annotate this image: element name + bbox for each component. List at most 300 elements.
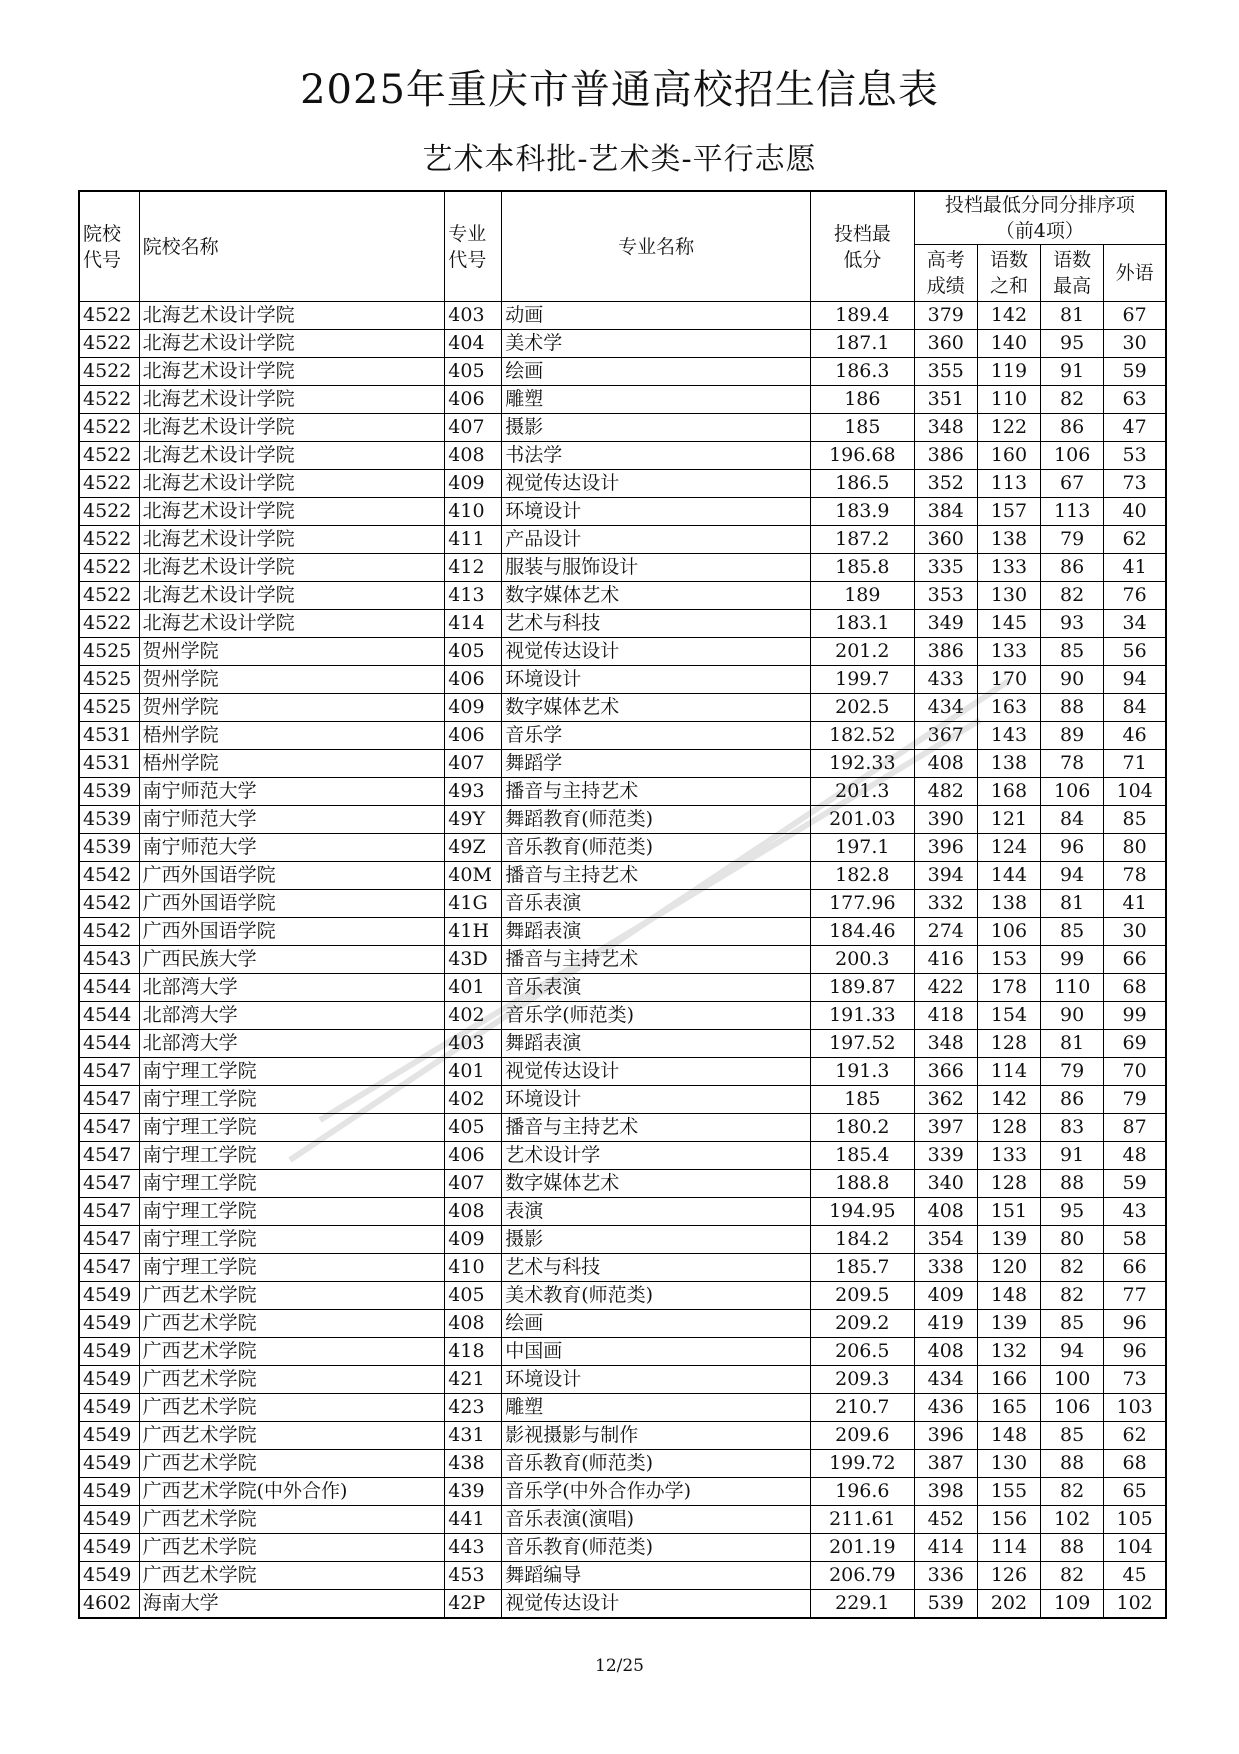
- cell-major-code: 423: [445, 1394, 502, 1422]
- cell-chinese-math-sum: 170: [977, 666, 1040, 694]
- cell-school-code: 4549: [79, 1506, 139, 1534]
- table-row: [79, 1282, 1166, 1310]
- cell-min-score: 186.5: [811, 470, 915, 498]
- cell-school-code: 4531: [79, 750, 139, 778]
- cell-gaokao-score: 396: [914, 1422, 977, 1450]
- cell-major-name: 音乐学(师范类): [502, 1002, 811, 1030]
- cell-major-name: 中国画: [502, 1338, 811, 1366]
- cell-gaokao-score: 414: [914, 1534, 977, 1562]
- cell-school-name: 北海艺术设计学院: [139, 330, 445, 358]
- cell-major-code: 407: [445, 1170, 502, 1198]
- cell-school-code: 4522: [79, 470, 139, 498]
- cell-major-name: 播音与主持艺术: [502, 1114, 811, 1142]
- cell-chinese-math-max: 79: [1041, 526, 1104, 554]
- table-row: [79, 1142, 1166, 1170]
- cell-gaokao-score: 353: [914, 582, 977, 610]
- cell-chinese-math-max: 82: [1041, 582, 1104, 610]
- cell-school-code: 4544: [79, 974, 139, 1002]
- cell-gaokao-score: 336: [914, 1562, 977, 1590]
- table-row: [79, 442, 1166, 470]
- cell-chinese-math-max: 89: [1041, 722, 1104, 750]
- cell-min-score: 209.5: [811, 1282, 915, 1310]
- cell-chinese-math-sum: 156: [977, 1506, 1040, 1534]
- cell-major-name: 数字媒体艺术: [502, 694, 811, 722]
- cell-major-code: 408: [445, 442, 502, 470]
- cell-major-code: 405: [445, 638, 502, 666]
- cell-min-score: 209.3: [811, 1366, 915, 1394]
- cell-chinese-math-sum: 142: [977, 1086, 1040, 1114]
- cell-min-score: 187.2: [811, 526, 915, 554]
- cell-chinese-math-max: 94: [1041, 862, 1104, 890]
- cell-school-name: 北部湾大学: [139, 1030, 445, 1058]
- cell-foreign-lang: 104: [1104, 778, 1166, 806]
- cell-gaokao-score: 398: [914, 1478, 977, 1506]
- cell-school-code: 4539: [79, 834, 139, 862]
- cell-foreign-lang: 53: [1104, 442, 1166, 470]
- cell-min-score: 185: [811, 1086, 915, 1114]
- cell-major-code: 438: [445, 1450, 502, 1478]
- cell-foreign-lang: 43: [1104, 1198, 1166, 1226]
- cell-major-code: 404: [445, 330, 502, 358]
- cell-foreign-lang: 41: [1104, 554, 1166, 582]
- cell-chinese-math-sum: 178: [977, 974, 1040, 1002]
- table-row: [79, 1086, 1166, 1114]
- cell-gaokao-score: 379: [914, 302, 977, 330]
- table-row: [79, 694, 1166, 722]
- cell-min-score: 194.95: [811, 1198, 915, 1226]
- cell-foreign-lang: 87: [1104, 1114, 1166, 1142]
- cell-school-name: 广西民族大学: [139, 946, 445, 974]
- cell-gaokao-score: 348: [914, 1030, 977, 1058]
- cell-major-code: 41G: [445, 890, 502, 918]
- cell-school-code: 4522: [79, 498, 139, 526]
- cell-school-code: 4549: [79, 1562, 139, 1590]
- cell-chinese-math-sum: 114: [977, 1058, 1040, 1086]
- cell-gaokao-score: 418: [914, 1002, 977, 1030]
- cell-min-score: 185: [811, 414, 915, 442]
- page-title: 2025年重庆市普通高校招生信息表: [300, 67, 939, 113]
- cell-min-score: 192.33: [811, 750, 915, 778]
- cell-major-name: 视觉传达设计: [502, 1058, 811, 1086]
- cell-major-code: 493: [445, 778, 502, 806]
- cell-major-name: 播音与主持艺术: [502, 778, 811, 806]
- cell-gaokao-score: 274: [914, 918, 977, 946]
- cell-foreign-lang: 66: [1104, 1254, 1166, 1282]
- cell-school-name: 北海艺术设计学院: [139, 582, 445, 610]
- cell-chinese-math-sum: 166: [977, 1366, 1040, 1394]
- cell-school-name: 南宁师范大学: [139, 778, 445, 806]
- cell-chinese-math-sum: 139: [977, 1226, 1040, 1254]
- table-row: [79, 1114, 1166, 1142]
- cell-chinese-math-max: 93: [1041, 610, 1104, 638]
- cell-chinese-math-sum: 120: [977, 1254, 1040, 1282]
- cell-major-name: 音乐学(中外合作办学): [502, 1478, 811, 1506]
- cell-major-code: 42P: [445, 1590, 502, 1619]
- cell-major-code: 409: [445, 1226, 502, 1254]
- cell-foreign-lang: 67: [1104, 302, 1166, 330]
- cell-chinese-math-max: 102: [1041, 1506, 1104, 1534]
- cell-gaokao-score: 339: [914, 1142, 977, 1170]
- header-chinese-math: 语数之和: [977, 245, 1040, 302]
- cell-chinese-math-max: 100: [1041, 1366, 1104, 1394]
- cell-major-name: 环境设计: [502, 1086, 811, 1114]
- cell-school-name: 北海艺术设计学院: [139, 554, 445, 582]
- cell-chinese-math-sum: 154: [977, 1002, 1040, 1030]
- cell-chinese-math-sum: 138: [977, 890, 1040, 918]
- cell-school-code: 4544: [79, 1030, 139, 1058]
- cell-min-score: 199.7: [811, 666, 915, 694]
- cell-major-name: 舞蹈表演: [502, 918, 811, 946]
- cell-gaokao-score: 348: [914, 414, 977, 442]
- cell-chinese-math-sum: 139: [977, 1310, 1040, 1338]
- cell-min-score: 196.6: [811, 1478, 915, 1506]
- cell-min-score: 184.46: [811, 918, 915, 946]
- table-body: [79, 302, 1166, 1619]
- cell-school-name: 广西外国语学院: [139, 862, 445, 890]
- cell-gaokao-score: 433: [914, 666, 977, 694]
- cell-school-code: 4542: [79, 862, 139, 890]
- table-row: [79, 386, 1166, 414]
- cell-school-code: 4549: [79, 1422, 139, 1450]
- cell-gaokao-score: 360: [914, 330, 977, 358]
- cell-school-name: 梧州学院: [139, 750, 445, 778]
- cell-chinese-math-max: 109: [1041, 1590, 1104, 1619]
- cell-major-code: 453: [445, 1562, 502, 1590]
- cell-chinese-math-max: 94: [1041, 1338, 1104, 1366]
- cell-school-name: 海南大学: [139, 1590, 445, 1619]
- cell-chinese-math-max: 106: [1041, 778, 1104, 806]
- cell-major-name: 音乐教育(师范类): [502, 834, 811, 862]
- cell-foreign-lang: 46: [1104, 722, 1166, 750]
- table-row: [79, 330, 1166, 358]
- cell-chinese-math-sum: 153: [977, 946, 1040, 974]
- cell-school-code: 4549: [79, 1310, 139, 1338]
- cell-min-score: 189.4: [811, 302, 915, 330]
- cell-chinese-math-sum: 113: [977, 470, 1040, 498]
- table-row: [79, 750, 1166, 778]
- cell-school-name: 广西艺术学院: [139, 1282, 445, 1310]
- cell-gaokao-score: 340: [914, 1170, 977, 1198]
- cell-gaokao-score: 436: [914, 1394, 977, 1422]
- cell-chinese-math-sum: 124: [977, 834, 1040, 862]
- cell-major-code: 413: [445, 582, 502, 610]
- cell-gaokao-score: 419: [914, 1310, 977, 1338]
- cell-foreign-lang: 76: [1104, 582, 1166, 610]
- cell-school-code: 4547: [79, 1226, 139, 1254]
- cell-chinese-math-max: 86: [1041, 1086, 1104, 1114]
- cell-chinese-math-max: 95: [1041, 1198, 1104, 1226]
- header-rank-group: 投档最低分同分排序项（前4项）: [914, 191, 1166, 245]
- cell-gaokao-score: 351: [914, 386, 977, 414]
- cell-major-name: 影视摄影与制作: [502, 1422, 811, 1450]
- cell-chinese-math-max: 84: [1041, 806, 1104, 834]
- cell-major-code: 408: [445, 1310, 502, 1338]
- cell-min-score: 182.52: [811, 722, 915, 750]
- cell-chinese-math-max: 85: [1041, 1310, 1104, 1338]
- cell-gaokao-score: 434: [914, 694, 977, 722]
- cell-min-score: 188.8: [811, 1170, 915, 1198]
- cell-min-score: 201.2: [811, 638, 915, 666]
- cell-foreign-lang: 80: [1104, 834, 1166, 862]
- cell-school-code: 4549: [79, 1450, 139, 1478]
- cell-min-score: 209.6: [811, 1422, 915, 1450]
- cell-school-code: 4522: [79, 358, 139, 386]
- cell-gaokao-score: 397: [914, 1114, 977, 1142]
- cell-major-code: 407: [445, 750, 502, 778]
- table-row: [79, 806, 1166, 834]
- cell-foreign-lang: 70: [1104, 1058, 1166, 1086]
- cell-major-code: 403: [445, 302, 502, 330]
- cell-school-name: 广西艺术学院: [139, 1506, 445, 1534]
- cell-major-name: 数字媒体艺术: [502, 1170, 811, 1198]
- cell-chinese-math-sum: 165: [977, 1394, 1040, 1422]
- table-row: [79, 498, 1166, 526]
- cell-gaokao-score: 408: [914, 1198, 977, 1226]
- cell-min-score: 177.96: [811, 890, 915, 918]
- cell-chinese-math-sum: 133: [977, 638, 1040, 666]
- cell-gaokao-score: 354: [914, 1226, 977, 1254]
- cell-chinese-math-sum: 130: [977, 582, 1040, 610]
- header-gaokao: 高考成绩: [914, 245, 977, 302]
- cell-chinese-math-sum: 128: [977, 1030, 1040, 1058]
- cell-major-code: 406: [445, 1142, 502, 1170]
- cell-school-code: 4547: [79, 1142, 139, 1170]
- table-row: [79, 1506, 1166, 1534]
- cell-chinese-math-sum: 160: [977, 442, 1040, 470]
- cell-school-name: 北海艺术设计学院: [139, 526, 445, 554]
- cell-chinese-math-sum: 163: [977, 694, 1040, 722]
- cell-chinese-math-sum: 168: [977, 778, 1040, 806]
- cell-foreign-lang: 34: [1104, 610, 1166, 638]
- cell-school-code: 4549: [79, 1366, 139, 1394]
- cell-school-code: 4522: [79, 414, 139, 442]
- cell-chinese-math-max: 96: [1041, 834, 1104, 862]
- cell-foreign-lang: 94: [1104, 666, 1166, 694]
- cell-major-name: 音乐表演: [502, 890, 811, 918]
- cell-major-code: 402: [445, 1002, 502, 1030]
- cell-chinese-math-max: 113: [1041, 498, 1104, 526]
- cell-school-name: 广西外国语学院: [139, 918, 445, 946]
- cell-foreign-lang: 68: [1104, 1450, 1166, 1478]
- cell-major-name: 艺术与科技: [502, 1254, 811, 1282]
- cell-school-name: 南宁师范大学: [139, 834, 445, 862]
- cell-school-name: 南宁理工学院: [139, 1142, 445, 1170]
- header-min-score: 投档最低分: [811, 191, 915, 302]
- header-major-code: 专业代号: [445, 191, 502, 302]
- cell-gaokao-score: 452: [914, 1506, 977, 1534]
- cell-gaokao-score: 539: [914, 1590, 977, 1619]
- cell-school-name: 南宁理工学院: [139, 1226, 445, 1254]
- cell-chinese-math-sum: 138: [977, 750, 1040, 778]
- cell-foreign-lang: 58: [1104, 1226, 1166, 1254]
- cell-min-score: 206.5: [811, 1338, 915, 1366]
- cell-school-code: 4531: [79, 722, 139, 750]
- header-school-code: 院校代号: [79, 191, 139, 302]
- cell-school-name: 广西外国语学院: [139, 890, 445, 918]
- cell-chinese-math-max: 88: [1041, 694, 1104, 722]
- cell-major-code: 410: [445, 1254, 502, 1282]
- cell-chinese-math-max: 85: [1041, 918, 1104, 946]
- cell-foreign-lang: 45: [1104, 1562, 1166, 1590]
- cell-major-code: 414: [445, 610, 502, 638]
- cell-school-name: 广西艺术学院: [139, 1562, 445, 1590]
- cell-major-code: 41H: [445, 918, 502, 946]
- cell-major-code: 409: [445, 470, 502, 498]
- cell-chinese-math-max: 90: [1041, 1002, 1104, 1030]
- cell-min-score: 182.8: [811, 862, 915, 890]
- cell-school-code: 4547: [79, 1170, 139, 1198]
- table-row: [79, 1562, 1166, 1590]
- cell-foreign-lang: 62: [1104, 1422, 1166, 1450]
- cell-major-code: 421: [445, 1366, 502, 1394]
- cell-major-code: 441: [445, 1506, 502, 1534]
- cell-major-code: 49Z: [445, 834, 502, 862]
- cell-min-score: 209.2: [811, 1310, 915, 1338]
- cell-foreign-lang: 65: [1104, 1478, 1166, 1506]
- cell-chinese-math-sum: 148: [977, 1422, 1040, 1450]
- cell-gaokao-score: 367: [914, 722, 977, 750]
- cell-foreign-lang: 48: [1104, 1142, 1166, 1170]
- table-row: [79, 1422, 1166, 1450]
- cell-chinese-math-max: 90: [1041, 666, 1104, 694]
- cell-school-code: 4542: [79, 918, 139, 946]
- cell-foreign-lang: 96: [1104, 1338, 1166, 1366]
- table-row: [79, 1170, 1166, 1198]
- cell-gaokao-score: 482: [914, 778, 977, 806]
- cell-chinese-math-sum: 138: [977, 526, 1040, 554]
- cell-chinese-math-max: 106: [1041, 1394, 1104, 1422]
- cell-gaokao-score: 384: [914, 498, 977, 526]
- cell-chinese-math-sum: 155: [977, 1478, 1040, 1506]
- cell-major-code: 403: [445, 1030, 502, 1058]
- cell-major-code: 49Y: [445, 806, 502, 834]
- cell-school-code: 4549: [79, 1478, 139, 1506]
- cell-chinese-math-sum: 128: [977, 1170, 1040, 1198]
- table-row: [79, 1002, 1166, 1030]
- cell-gaokao-score: 408: [914, 1338, 977, 1366]
- cell-chinese-math-sum: 114: [977, 1534, 1040, 1562]
- cell-chinese-math-sum: 157: [977, 498, 1040, 526]
- cell-gaokao-score: 396: [914, 834, 977, 862]
- cell-major-name: 舞蹈教育(师范类): [502, 806, 811, 834]
- cell-chinese-math-max: 91: [1041, 1142, 1104, 1170]
- cell-foreign-lang: 79: [1104, 1086, 1166, 1114]
- cell-gaokao-score: 349: [914, 610, 977, 638]
- cell-school-name: 南宁理工学院: [139, 1058, 445, 1086]
- cell-major-code: 418: [445, 1338, 502, 1366]
- cell-chinese-math-sum: 133: [977, 1142, 1040, 1170]
- cell-chinese-math-max: 82: [1041, 1562, 1104, 1590]
- cell-min-score: 184.2: [811, 1226, 915, 1254]
- cell-min-score: 185.8: [811, 554, 915, 582]
- cell-major-code: 401: [445, 1058, 502, 1086]
- cell-major-code: 410: [445, 498, 502, 526]
- cell-min-score: 199.72: [811, 1450, 915, 1478]
- cell-gaokao-score: 408: [914, 750, 977, 778]
- cell-school-name: 贺州学院: [139, 638, 445, 666]
- cell-min-score: 229.1: [811, 1590, 915, 1619]
- page-subtitle: 艺术本科批-艺术类-平行志愿: [422, 142, 817, 177]
- cell-chinese-math-sum: 133: [977, 554, 1040, 582]
- cell-chinese-math-max: 106: [1041, 442, 1104, 470]
- table-row: [79, 470, 1166, 498]
- cell-foreign-lang: 69: [1104, 1030, 1166, 1058]
- cell-major-code: 406: [445, 722, 502, 750]
- table-row: [79, 526, 1166, 554]
- table-row: [79, 1590, 1166, 1619]
- cell-school-name: 北海艺术设计学院: [139, 442, 445, 470]
- cell-chinese-math-max: 82: [1041, 1254, 1104, 1282]
- cell-major-name: 舞蹈编导: [502, 1562, 811, 1590]
- cell-foreign-lang: 47: [1104, 414, 1166, 442]
- table-row: [79, 946, 1166, 974]
- cell-major-name: 播音与主持艺术: [502, 862, 811, 890]
- cell-foreign-lang: 40: [1104, 498, 1166, 526]
- cell-school-code: 4602: [79, 1590, 139, 1619]
- cell-major-name: 环境设计: [502, 1366, 811, 1394]
- cell-foreign-lang: 59: [1104, 358, 1166, 386]
- cell-major-name: 雕塑: [502, 1394, 811, 1422]
- cell-major-code: 431: [445, 1422, 502, 1450]
- cell-school-name: 南宁理工学院: [139, 1198, 445, 1226]
- cell-major-name: 环境设计: [502, 498, 811, 526]
- cell-major-code: 405: [445, 1282, 502, 1310]
- table-row: [79, 1058, 1166, 1086]
- cell-major-name: 绘画: [502, 358, 811, 386]
- cell-chinese-math-sum: 132: [977, 1338, 1040, 1366]
- cell-major-code: 406: [445, 386, 502, 414]
- cell-school-code: 4522: [79, 386, 139, 414]
- cell-chinese-math-max: 82: [1041, 1478, 1104, 1506]
- cell-min-score: 200.3: [811, 946, 915, 974]
- cell-gaokao-score: 434: [914, 1366, 977, 1394]
- cell-foreign-lang: 30: [1104, 330, 1166, 358]
- cell-school-name: 广西艺术学院: [139, 1366, 445, 1394]
- table-row: [79, 1198, 1166, 1226]
- cell-school-name: 广西艺术学院: [139, 1394, 445, 1422]
- cell-school-code: 4549: [79, 1534, 139, 1562]
- cell-school-name: 贺州学院: [139, 666, 445, 694]
- cell-major-code: 405: [445, 358, 502, 386]
- cell-min-score: 201.19: [811, 1534, 915, 1562]
- cell-school-name: 梧州学院: [139, 722, 445, 750]
- cell-chinese-math-sum: 121: [977, 806, 1040, 834]
- cell-major-name: 艺术设计学: [502, 1142, 811, 1170]
- cell-school-code: 4522: [79, 526, 139, 554]
- cell-school-code: 4547: [79, 1086, 139, 1114]
- cell-min-score: 191.33: [811, 1002, 915, 1030]
- table-row: [79, 890, 1166, 918]
- cell-foreign-lang: 73: [1104, 1366, 1166, 1394]
- cell-chinese-math-max: 67: [1041, 470, 1104, 498]
- cell-school-code: 4542: [79, 890, 139, 918]
- cell-major-name: 音乐教育(师范类): [502, 1534, 811, 1562]
- cell-foreign-lang: 30: [1104, 918, 1166, 946]
- page-number: 12/25: [595, 1656, 644, 1676]
- cell-major-name: 音乐学: [502, 722, 811, 750]
- cell-major-name: 摄影: [502, 414, 811, 442]
- cell-school-code: 4539: [79, 778, 139, 806]
- cell-chinese-math-max: 95: [1041, 330, 1104, 358]
- cell-school-code: 4522: [79, 582, 139, 610]
- cell-school-code: 4522: [79, 330, 139, 358]
- cell-min-score: 197.1: [811, 834, 915, 862]
- cell-major-name: 视觉传达设计: [502, 638, 811, 666]
- cell-major-name: 产品设计: [502, 526, 811, 554]
- cell-min-score: 197.52: [811, 1030, 915, 1058]
- cell-chinese-math-max: 80: [1041, 1226, 1104, 1254]
- cell-chinese-math-sum: 151: [977, 1198, 1040, 1226]
